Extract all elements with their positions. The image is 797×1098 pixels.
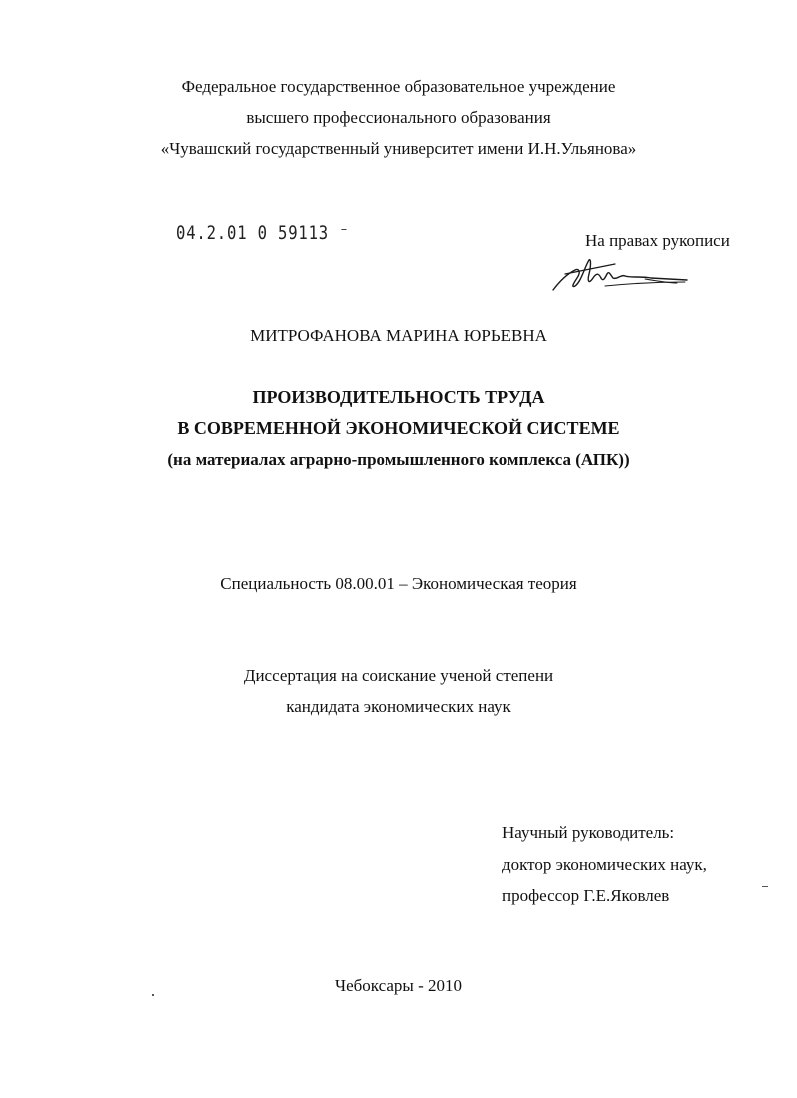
advisor-degree: доктор экономических наук,	[502, 855, 707, 874]
scan-speck	[152, 994, 154, 996]
advisor-name: профессор Г.Е.Яковлев	[502, 886, 670, 905]
institution-line-2: высшего профессионального образования	[246, 108, 551, 127]
advisor-label: Научный руководитель:	[502, 823, 675, 842]
city-year: Чебоксары - 2010	[335, 976, 462, 995]
degree-line-1: Диссертация на соискание ученой степени	[243, 666, 554, 685]
institution-line-1: Федеральное государственное образовательное учреждение	[181, 77, 616, 96]
author-name: МИТРОФАНОВА МАРИНА ЮРЬЕВНА	[250, 326, 547, 345]
dissertation-title-line-1: ПРОИЗВОДИТЕЛЬНОСТЬ ТРУДА	[252, 387, 545, 407]
scan-speck	[762, 886, 768, 887]
dissertation-title-line-2: В СОВРЕМЕННОЙ ЭКОНОМИЧЕСКОЙ СИСТЕМЕ	[177, 418, 620, 438]
specialty-line: Специальность 08.00.01 – Экономическая теория	[220, 574, 577, 593]
degree-line-2: кандидата экономических наук	[286, 697, 511, 716]
registration-stamp-number: 04.2.01 0 59113 ⁻	[176, 222, 350, 244]
institution-line-3: «Чувашский государственный университет имени И.Н.Ульянова»	[160, 139, 637, 158]
manuscript-rights-note: На правах рукописи	[585, 231, 730, 250]
dissertation-subtitle: (на материалах аграрно-промышленного комплекса (АПК))	[167, 450, 630, 469]
handwritten-signature	[545, 252, 695, 297]
